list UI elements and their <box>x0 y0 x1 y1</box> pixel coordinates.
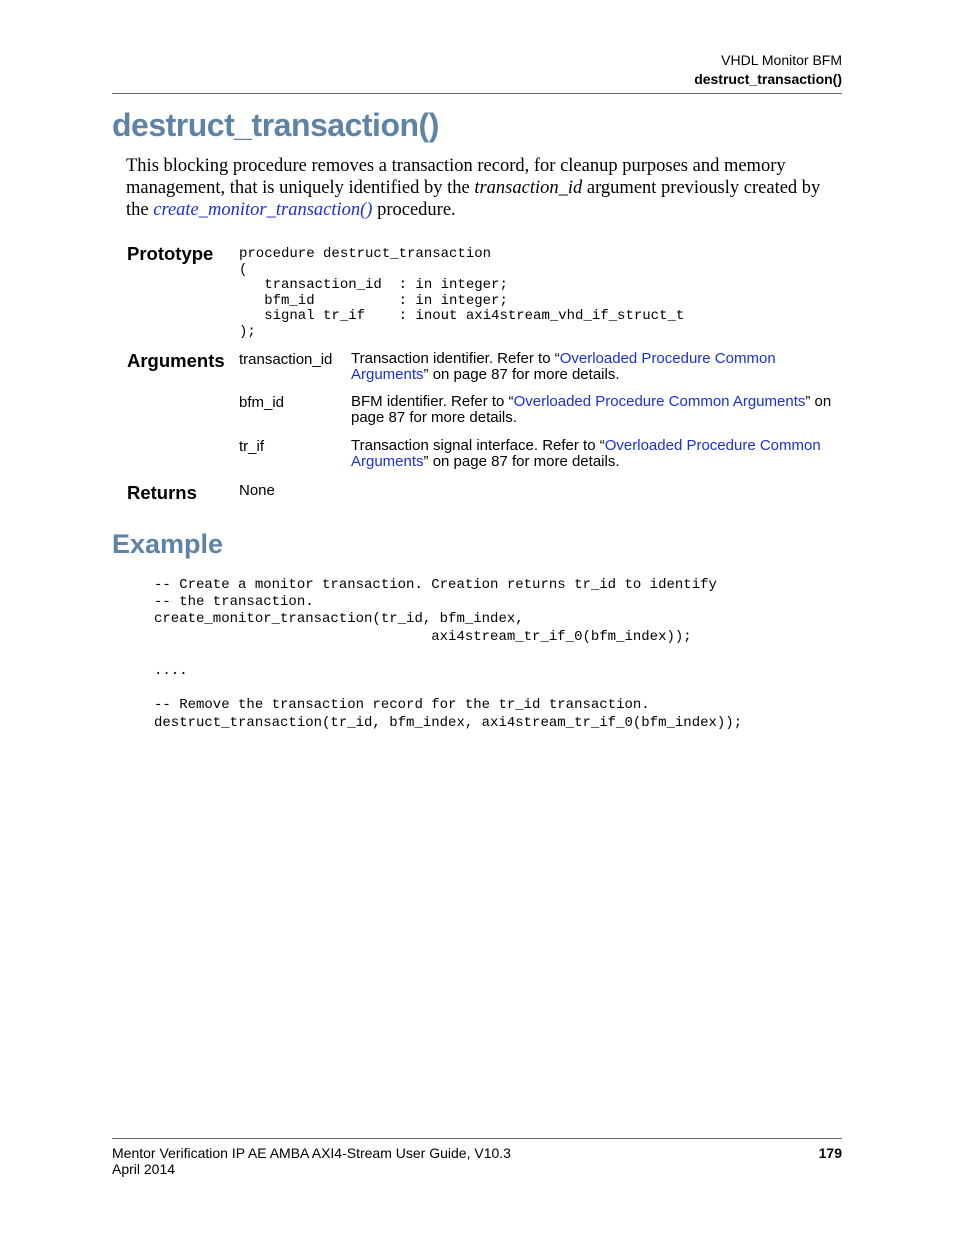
argument-desc-bfm-id <box>351 394 846 426</box>
create-monitor-transaction-link[interactable]: create_monitor_transaction() <box>153 200 373 220</box>
intro-text-2: argument previously created by the <box>126 178 821 220</box>
argument-name-transaction-id: transaction_id <box>239 351 333 368</box>
overloaded-args-link-3[interactable]: Overloaded Procedure Common Arguments <box>351 437 821 470</box>
returns-value: None <box>239 482 275 499</box>
argument-desc-text: BFM identifier. Refer to “ <box>351 393 514 410</box>
footer-rule <box>112 1138 842 1139</box>
argument-desc-text: ” on page 87 for more details. <box>351 393 832 426</box>
overloaded-args-link-1[interactable]: Overloaded Procedure Common Arguments <box>351 350 776 383</box>
intro-text-3: procedure. <box>372 200 456 220</box>
overloaded-args-link-2[interactable]: Overloaded Procedure Common Arguments <box>513 393 806 410</box>
example-code: -- Create a monitor transaction. Creation returns tr_id to identify -- the transaction. create_monitor_transaction(tr_id, bfm_index, axi4stream_tr_if_0(bfm_index)); .... -- Remove the transaction record for the tr_id transaction. destruct_transaction(tr_id, bfm_index, axi4stream_tr_if_0(bfm_index)); <box>154 577 743 731</box>
intro-emphasis: transaction_id <box>474 178 583 198</box>
argument-name-bfm-id: bfm_id <box>239 394 285 411</box>
argument-desc-tr-if <box>351 438 846 470</box>
header-rule <box>112 93 842 94</box>
page-title: destruct_transaction() <box>112 107 439 143</box>
footer-page-number: 179 <box>818 1145 842 1161</box>
argument-desc-text: ” on page 87 for more details. <box>423 453 620 470</box>
arguments-label: Arguments <box>127 350 225 371</box>
example-heading: Example <box>112 529 224 559</box>
argument-name-tr-if: tr_if <box>239 438 265 455</box>
intro-paragraph <box>126 155 846 221</box>
argument-desc-text: Transaction signal interface. Refer to “ <box>351 437 605 454</box>
argument-desc-text: Transaction identifier. Refer to “ <box>351 350 560 367</box>
running-header-section: VHDL Monitor BFM <box>721 52 842 68</box>
footer-date: April 2014 <box>112 1161 176 1177</box>
prototype-code: procedure destruct_transaction ( transaction_id : in integer; bfm_id : in integer; signal tr_if : inout axi4stream_vhd_if_struct_t ); <box>239 246 685 340</box>
returns-label: Returns <box>127 482 197 503</box>
argument-desc-text: ” on page 87 for more details. <box>423 366 620 383</box>
prototype-label: Prototype <box>127 243 214 264</box>
footer-doc-title: Mentor Verification IP AE AMBA AXI4-Stream User Guide, V10.3 <box>112 1145 511 1161</box>
argument-desc-transaction-id <box>351 351 846 383</box>
running-header-subsection: destruct_transaction() <box>694 71 842 87</box>
intro-text-1: This blocking procedure removes a transaction record, for cleanup purposes and memory management, that is uniquely identified by the <box>126 156 786 198</box>
